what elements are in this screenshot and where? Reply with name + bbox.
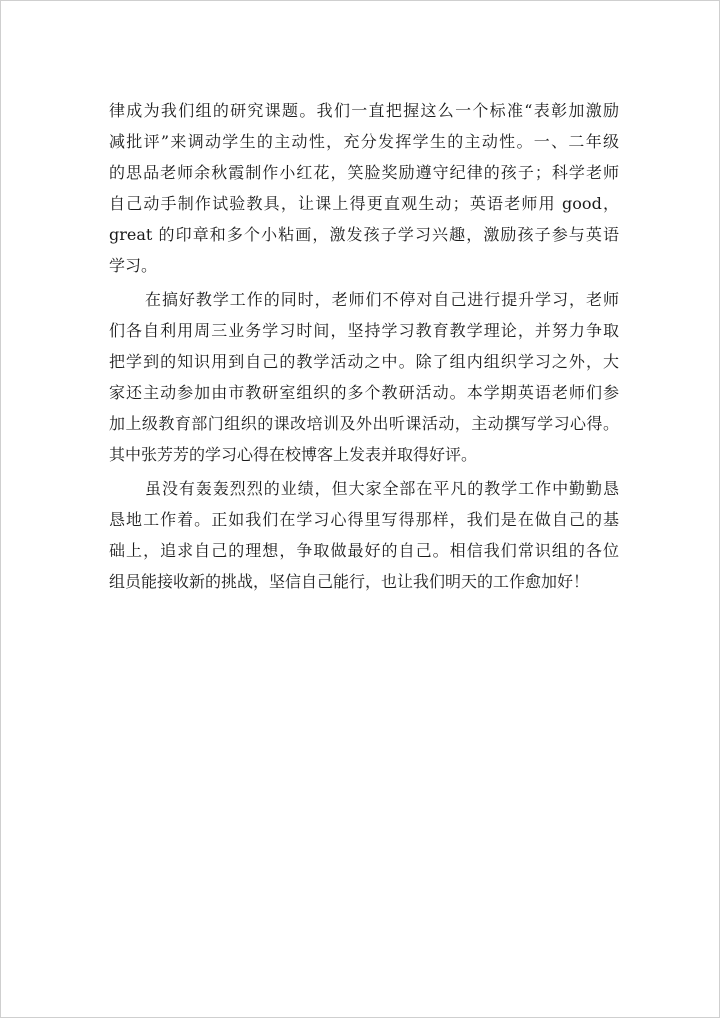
document-body <box>109 95 619 597</box>
text-line: 恳地工作着。正如我们在学习心得里写得那样，我们是在做自己的基 <box>109 510 619 529</box>
text-line: 虽没有轰轰烈烈的业绩，但大家全部在平凡的教学工作中勤勤恳 <box>145 479 619 498</box>
paragraph-2 <box>109 284 619 470</box>
text-line: 的思品老师余秋霞制作小红花，笑脸奖励遵守纪律的孩子；科学老师 <box>109 163 619 182</box>
text-line: 减批评”来调动学生的主动性，充分发挥学生的主动性。一、二年级 <box>109 132 619 151</box>
text-line: 在搞好教学工作的同时，老师们不停对自己进行提升学习，老师 <box>145 290 619 309</box>
text-line: great 的印章和多个小粘画，激发孩子学习兴趣，激励孩子参与英语 <box>109 225 619 244</box>
text-line: 把学到的知识用到自己的教学活动之中。除了组内组织学习之外，大 <box>109 352 619 371</box>
text-line: 律成为我们组的研究课题。我们一直把握这么一个标准“表彰加激励 <box>109 101 619 120</box>
text-line: 其中张芳芳的学习心得在校博客上发表并取得好评。 <box>109 445 478 464</box>
text-line: 组员能接收新的挑战，坚信自己能行，也让我们明天的工作愈加好！ <box>109 572 590 591</box>
text-line: 加上级教育部门组织的课改培训及外出听课活动，主动撰写学习心得。 <box>109 414 619 433</box>
text-line: 家还主动参加由市教研室组织的多个教研活动。本学期英语老师们参 <box>109 383 619 402</box>
paragraph-1 <box>109 95 619 281</box>
text-line: 们各自利用周三业务学习时间，坚持学习教育教学理论，并努力争取 <box>109 321 619 340</box>
paragraph-3 <box>109 473 619 597</box>
text-line: 础上，追求自己的理想，争取做最好的自己。相信我们常识组的各位 <box>109 541 619 560</box>
text-line: 自己动手制作试验教具，让课上得更直观生动；英语老师用 good， <box>109 194 619 213</box>
text-line: 学习。 <box>109 256 158 275</box>
